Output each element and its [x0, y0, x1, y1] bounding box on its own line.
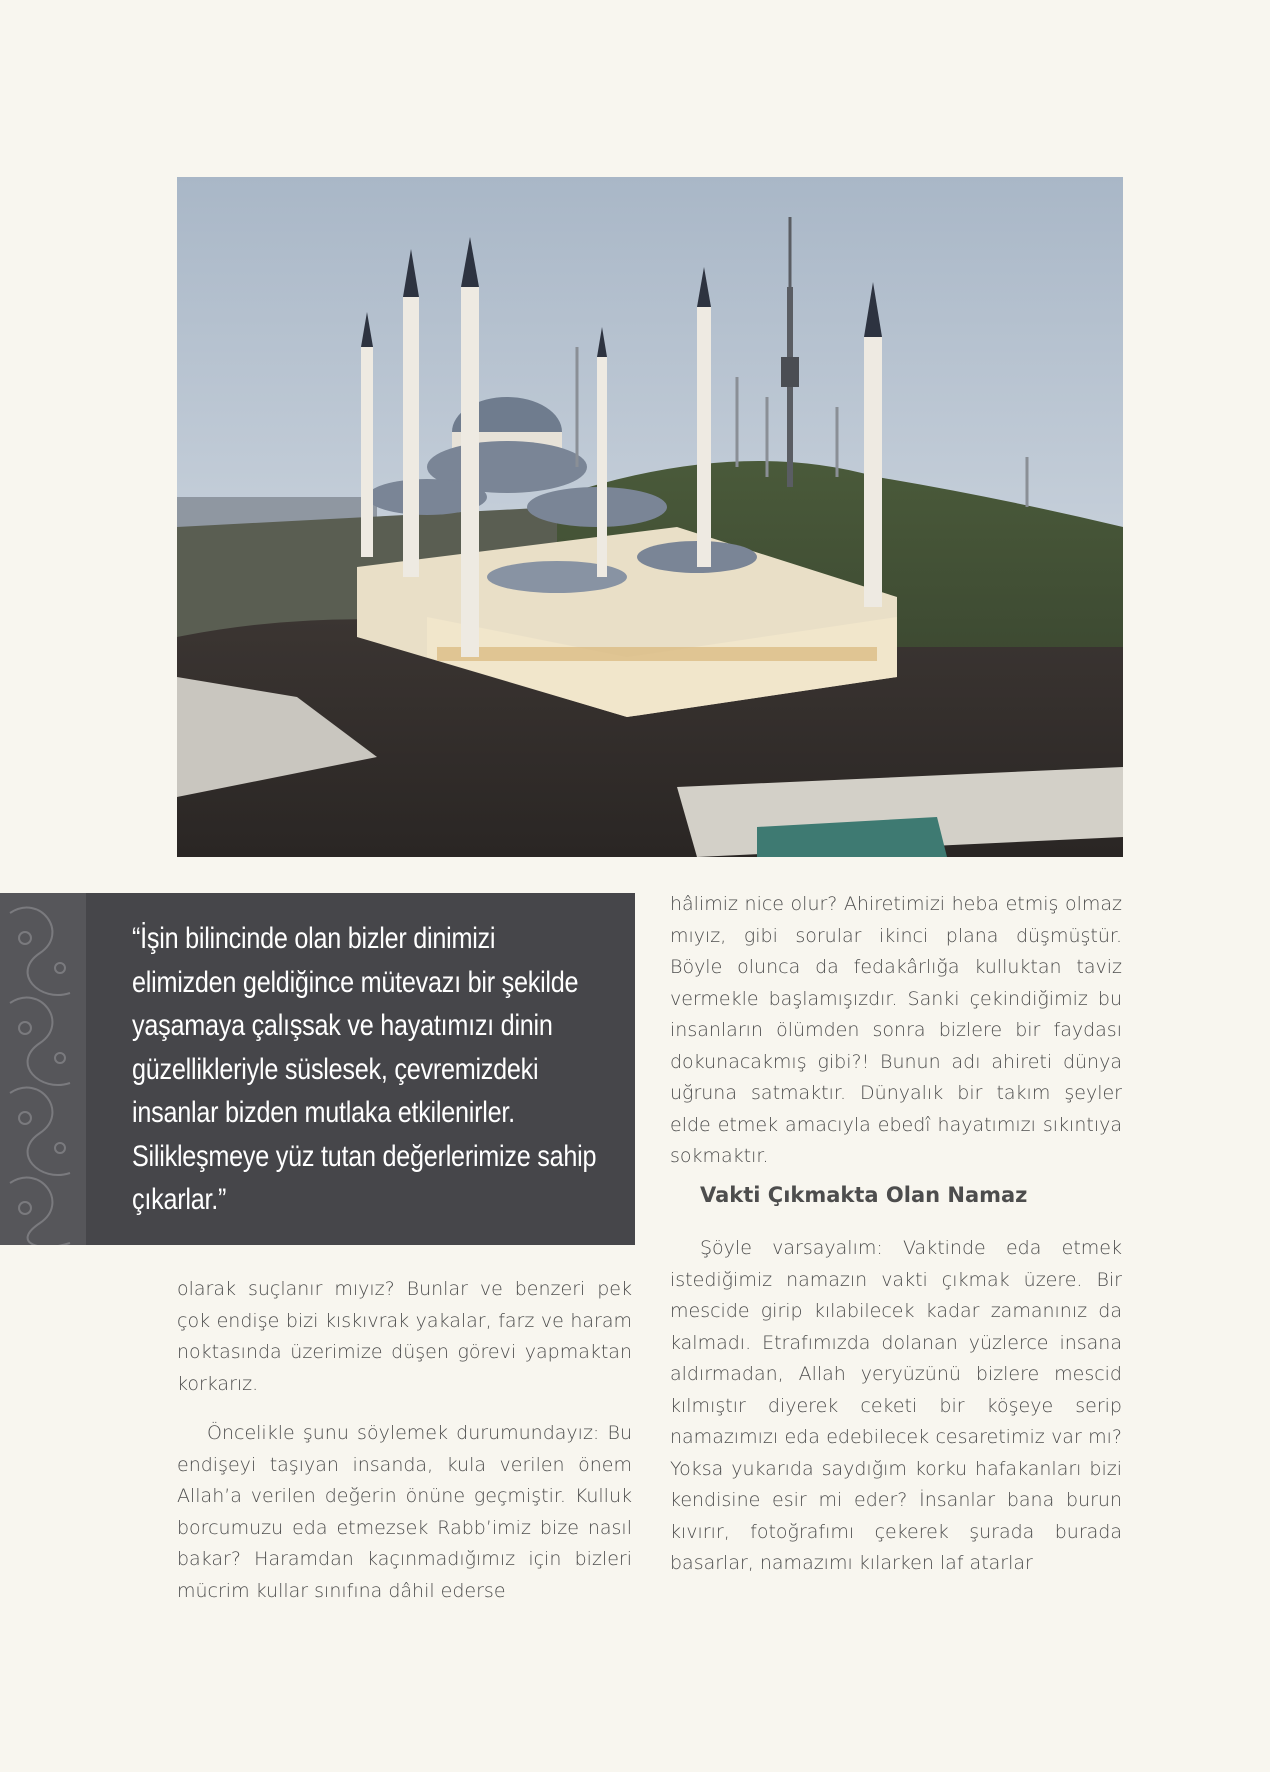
mosque-illustration: [177, 177, 1123, 857]
right-column-top: [670, 889, 1122, 1173]
mosque-photo: [177, 177, 1123, 857]
right-column-bottom: [670, 1233, 1122, 1580]
floral-ornament: [0, 893, 86, 1245]
paragraph: hâlimiz nice olur? Ahiretimizi heba etmiş olmaz mıyız, gibi sorular ikinci plana düşmüştür. Böyle olunca da fedakârlığa kulluktan taviz vermekle başlamışızdır. Sanki çekindiğimiz bu insanların ölümden sonra bizlere bir faydası dokunacakmış gibi?! Bunun adı ahireti dünya uğruna satmaktır. Dünyalık bir takım şeyler elde etmek amacıyla ebedî hayatımızı sıkıntıya sokmaktır.: [670, 893, 1122, 1167]
pull-quote: “İşin bilincinde olan bizler dinimizi elimizden geldiğince mütevazı bir şekilde yaşamaya çalışsak ve hayatımızı dinin güzellikleriyle süslesek, çevremizdeki insanlar bizden mutlaka etkilenirler. Silikleşmeye yüz tutan değerlerimize sahip çıkarlar.”: [132, 922, 597, 1216]
left-column: [177, 1274, 632, 1607]
paragraph: Şöyle varsayalım: Vaktinde eda etmek istediğimiz namazın vakti çıkmak üzere. Bir mescide girip kılabilecek kadar zamanınız da kalmadı. Etrafımızda dolanan yüzlerce insana aldırmadan, Allah yeryüzünü bizlere mescid kılmıştır diyerek ceketi bir köşeye serip namazımızı eda edebilecek cesaretimiz var mı? Yoksa yukarıda saydığım korku hafakanları bizi kendisine esir mi eder? İnsanlar bana burun kıvırır, fotoğrafımı çekerek şurada burada basarlar, namazımı kılarken laf atarlar: [670, 1237, 1122, 1574]
section-heading: Vakti Çıkmakta Olan Namaz: [700, 1183, 1028, 1207]
paragraph: Öncelikle şunu söylemek durumundayız: Bu endişeyi taşıyan insanda, kula verilen önem Allah’a verilen değerin önüne geçmiştir. Kulluk borcumuzu eda etmezsek Rabb’imiz bize nasıl bakar? Haramdan kaçınmadığımız için bizleri mücrim kullar sınıfına dâhil ederse: [177, 1422, 632, 1602]
paragraph: olarak suçlanır mıyız? Bunlar ve benzeri pek çok endişe bizi kıskıvrak yakalar, farz ve haram noktasında üzerimize düşen görevi yapmaktan korkarız.: [177, 1278, 632, 1395]
pull-quote-box: [0, 893, 635, 1245]
